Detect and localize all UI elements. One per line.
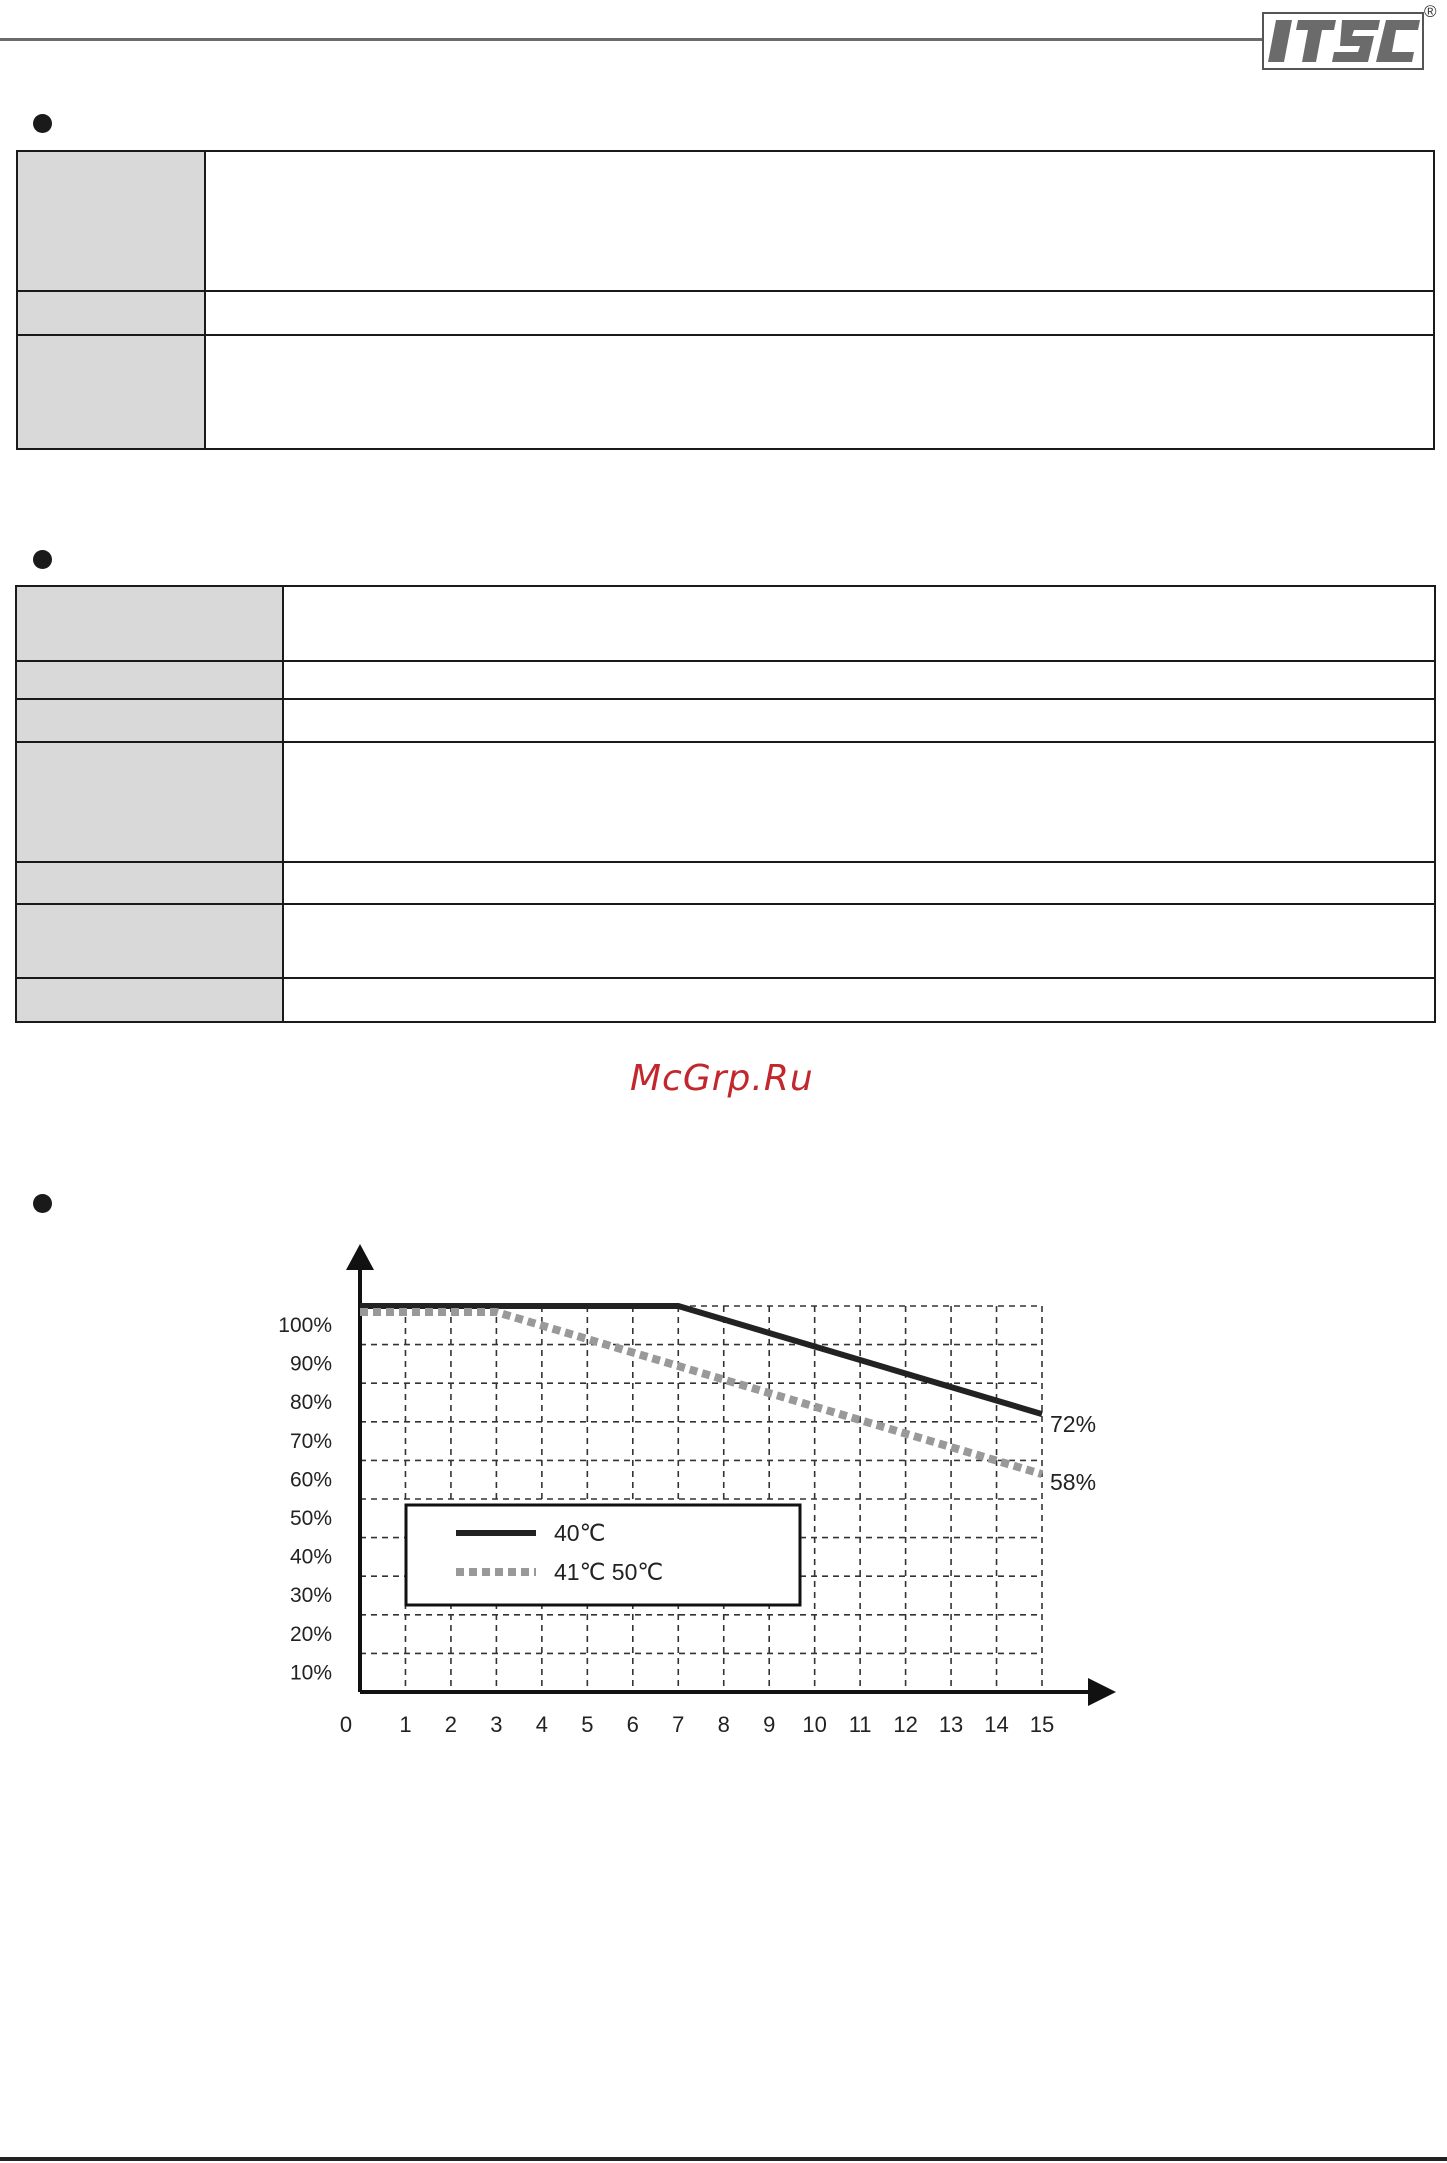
section-1-bullet <box>33 114 52 133</box>
x-tick-label: 15 <box>1029 1712 1055 1737</box>
x-tick-labels <box>340 1712 1054 1737</box>
table-row <box>17 698 1434 741</box>
x-tick-label: 9 <box>763 1712 776 1737</box>
derating-chart <box>270 1240 1130 1760</box>
spec-table-2 <box>15 585 1436 1023</box>
y-tick-label: 60% <box>289 1468 332 1492</box>
table-row <box>17 977 1434 1021</box>
y-tick-label: 20% <box>289 1622 332 1646</box>
section-2-bullet <box>33 550 52 569</box>
x-tick-label: 6 <box>626 1712 639 1737</box>
y-tick-labels <box>278 1314 332 1684</box>
table-row <box>18 152 1433 290</box>
x-tick-label: 7 <box>672 1712 685 1737</box>
x-tick-label: 10 <box>802 1712 827 1737</box>
x-tick-label: 12 <box>893 1712 918 1737</box>
table-row <box>17 660 1434 698</box>
table-row <box>17 587 1434 660</box>
x-axis-arrow <box>1088 1678 1116 1706</box>
x-tick-label: 0 <box>339 1712 353 1737</box>
series-end-label: 58% <box>1050 1469 1097 1496</box>
y-tick-label: 30% <box>289 1584 332 1608</box>
y-tick-label: 10% <box>289 1661 332 1685</box>
table-row <box>18 290 1433 334</box>
spec-table-1 <box>16 150 1435 450</box>
y-tick-label: 50% <box>289 1507 332 1530</box>
chart-legend <box>406 1505 800 1605</box>
chart-series <box>360 1306 1096 1495</box>
y-axis-arrow <box>346 1244 374 1270</box>
brand-logo <box>1262 12 1424 70</box>
series-41-50c-line <box>360 1312 1042 1474</box>
y-tick-label: 70% <box>289 1429 332 1453</box>
legend-label: 41℃ 50℃ <box>554 1559 664 1585</box>
table-row <box>17 861 1434 903</box>
header-rule <box>0 38 1265 41</box>
x-tick-label: 2 <box>444 1712 458 1737</box>
section-3-bullet <box>33 1194 52 1213</box>
chart-grid <box>360 1306 1042 1692</box>
table-row <box>17 741 1434 861</box>
registered-mark: ® <box>1424 2 1437 21</box>
x-tick-label: 8 <box>717 1712 730 1737</box>
x-tick-label: 14 <box>984 1712 1009 1737</box>
x-tick-label: 3 <box>490 1712 503 1737</box>
chart-axes <box>346 1244 1116 1706</box>
table-row <box>18 334 1433 448</box>
y-tick-label: 40% <box>289 1545 332 1569</box>
y-tick-label: 100% <box>278 1314 332 1337</box>
x-tick-label: 4 <box>535 1712 548 1737</box>
x-tick-label: 5 <box>581 1712 594 1737</box>
series-40c-line <box>360 1306 1042 1414</box>
series-end-label: 72% <box>1050 1411 1097 1438</box>
legend-label: 40℃ <box>554 1520 606 1546</box>
y-tick-label: 90% <box>289 1352 332 1376</box>
footer-rule <box>0 2157 1447 2161</box>
y-tick-label: 80% <box>289 1391 332 1415</box>
table-row <box>17 903 1434 977</box>
x-tick-label: 1 <box>399 1712 412 1737</box>
x-tick-label: 13 <box>938 1712 964 1737</box>
watermark-text: McGrp.Ru <box>630 1058 814 1099</box>
x-tick-label: 11 <box>848 1712 872 1737</box>
